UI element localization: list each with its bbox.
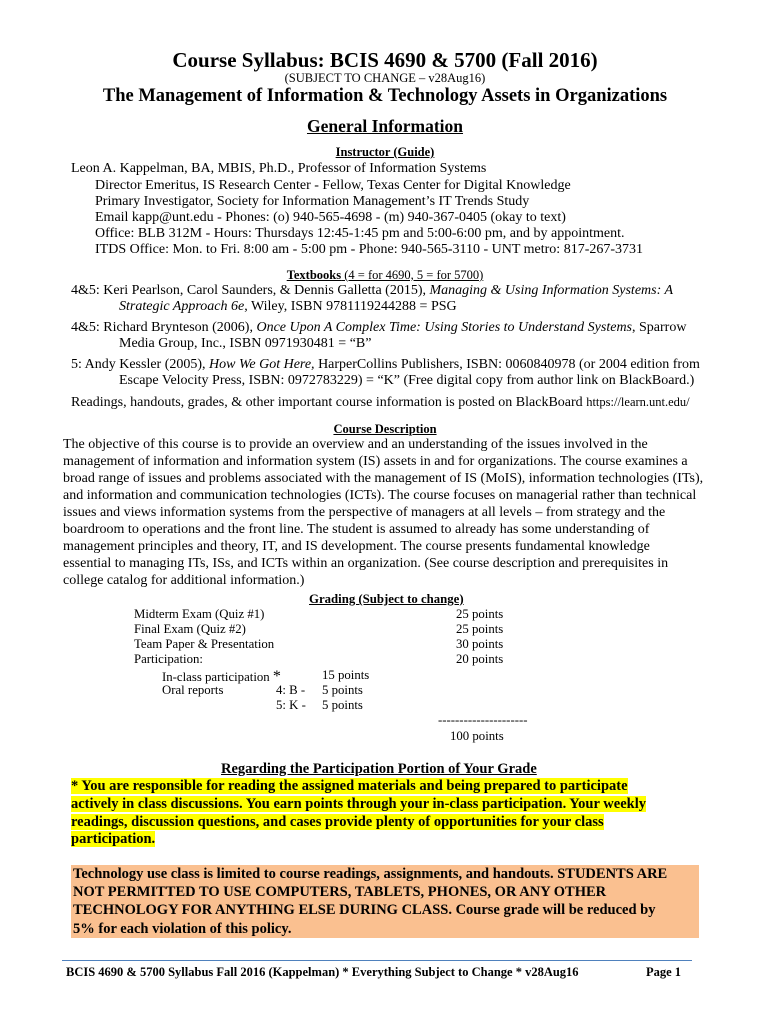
grading-heading: Grading (Subject to change) [309,592,464,606]
course-description-line: essential to managing ITs, ISs, and ICTs within an organization. (See course description and prerequisites in [63,556,669,571]
page-subtitle: The Management of Information & Technology Assets in Organizations [102,86,668,106]
grading-item-points: 25 points [456,607,504,621]
technology-policy-line: NOT PERMITTED TO USE COMPUTERS, TABLETS, PHONES, OR ANY OTHER [73,884,607,901]
technology-policy-line: 5% for each violation of this policy. [73,920,292,937]
grading-item-label: Team Paper & Presentation [134,637,275,651]
textbook-1-authors: 4&5: Keri Pearlson, Carol Saunders, & Dennis Galletta (2015), [71,283,430,298]
page-number: Page 1 [646,965,682,979]
footer-divider [62,960,692,961]
grading-item-label: Midterm Exam (Quiz #1) [134,607,265,621]
instructor-office-hours: Office: BLB 312M - Hours: Thursdays 12:45-1:45 pm and 5:00-6:00 pm, and by appointment. [95,226,625,241]
technology-policy [73,865,701,938]
instructor-heading: Instructor (Guide) [335,145,435,159]
grading-item-points: 30 points [456,637,504,651]
course-description-heading: Course Description [333,422,437,436]
readings-text: Readings, handouts, grades, & other important course information is posted on BlackBoard [71,395,587,410]
textbook-2 [71,320,686,336]
participation-line: participation. [71,831,156,848]
itds-office-line: ITDS Office: Mon. to Fri. 8:00 am - 5:00 pm - Phone: 940-565-3110 - UNT metro: 817-267-3731 [95,242,644,257]
page-title: Course Syllabus: BCIS 4690 & 5700 (Fall 2016) [172,48,598,72]
instructor-line: Primary Investigator, Society for Information Management’s IT Trends Study [95,194,530,209]
textbook-1-isbn: , Wiley, ISBN 9781119244288 = PSG [244,299,457,314]
course-description-line: college catalog for additional information.) [63,573,305,588]
grading-item-label: Participation: [134,652,203,666]
page-footer: BCIS 4690 & 5700 Syllabus Fall 2016 (Kappelman) * Everything Subject to Change * v28Aug16 [66,965,579,979]
grading-subitem-code: 4: B - [276,683,306,697]
technology-policy-line: TECHNOLOGY FOR ANYTHING ELSE DURING CLASS. Course grade will be reduced by [73,902,656,919]
participation-line: actively in class discussions. You earn points through your in-class participation. Your weekly [71,795,646,812]
instructor-line: Leon A. Kappelman, BA, MBIS, Ph.D., Professor of Information Systems [71,161,487,176]
grading-item-points: 20 points [456,652,504,666]
participation-line: readings, discussion questions, and cases provide plenty of opportunities for your class [71,813,604,830]
textbooks-heading-label: Textbooks [286,268,342,282]
textbook-1-cont [119,299,457,315]
course-description-line: issues and views information systems from the perspective of managers at all levels – from strategy and the [63,505,666,520]
textbook-1-title: Managing & Using Information Systems: A [429,283,674,298]
asterisk-marker: * [272,668,281,685]
grading-total: 100 points [450,729,504,743]
textbook-3 [71,357,700,373]
subject-to-change-note: (SUBJECT TO CHANGE – v28Aug16) [284,71,486,85]
readings-note [71,394,690,411]
grading-subitem-points: 15 points [322,668,370,682]
grading-total-divider: --------------------- [438,713,528,727]
textbook-3-author: 5: Andy Kessler (2005), [71,357,210,372]
grading-subitem-code: 5: K - [276,698,306,712]
instructor-line: Director Emeritus, IS Research Center - Fellow, Texas Center for Digital Knowledge [95,178,571,193]
participation-notice [71,778,671,849]
textbook-3-cont: Escape Velocity Press, ISBN: 0972783229) = “K” (Free digital copy from author link on BlackBoard.) [119,373,695,388]
textbook-1-title-cont: Strategic Approach 6e [119,299,245,314]
general-information-heading: General Information [306,116,464,136]
grading-subitem-label: Oral reports [162,683,224,697]
course-description-line: broad range of issues and problems associated with the management of IS (MoIS), information technologies (ITs), [63,471,704,486]
course-description-line: management principles and theory, IT, and IS development. The course presents fundamental knowledge [63,539,650,554]
textbook-1 [71,283,673,299]
textbook-2-author: 4&5: Richard Brynteson (2006), [71,320,257,335]
instructor-email-phones: Email kapp@unt.edu - Phones: (o) 940-565-4698 - (m) 940-367-0405 (okay to text) [95,210,566,225]
textbooks-heading-note: (4 = for 4690, 5 = for 5700) [341,268,484,282]
technology-policy-line: Technology use class is limited to course readings, assignments, and handouts. STUDENTS ARE [73,866,668,882]
in-class-participation-label: In-class participation [162,670,270,684]
grading-subitem-points: 5 points [322,683,363,697]
course-description-line: and information and communication technologies (ICTs). The course focuses on managerial rather than technical [63,488,697,503]
textbook-2-title: Once Upon A Complex Time: Using Stories to Understand Systems [256,320,632,335]
textbook-3-title: How We Got Here, [209,357,315,372]
textbook-2-publisher: , Sparrow [632,320,687,335]
textbook-3-publisher: HarperCollins Publishers, ISBN: 0060840978 (or 2004 edition from [314,357,700,372]
grading-item-points: 25 points [456,622,504,636]
course-description-line: management of information and information system (IS) assets in and for organizations. The course examines a [63,454,688,469]
blackboard-link[interactable]: https://learn.unt.edu/ [586,395,690,409]
course-description-line: The objective of this course is to provide an overview and an understanding of the issues involved in the [63,437,648,452]
course-description-line: boardroom to operations and the front line. The student is assumed to already has some understanding of [63,522,650,537]
grading-item-label: Final Exam (Quiz #2) [134,622,246,636]
textbooks-heading [0,267,770,283]
participation-heading: Regarding the Participation Portion of Your Grade [221,761,537,777]
participation-line: * You are responsible for reading the assigned materials and being prepared to participate [71,778,628,794]
textbook-2-cont: Media Group, Inc., ISBN 0971930481 = “B” [119,336,372,351]
grading-subitem-points: 5 points [322,698,363,712]
